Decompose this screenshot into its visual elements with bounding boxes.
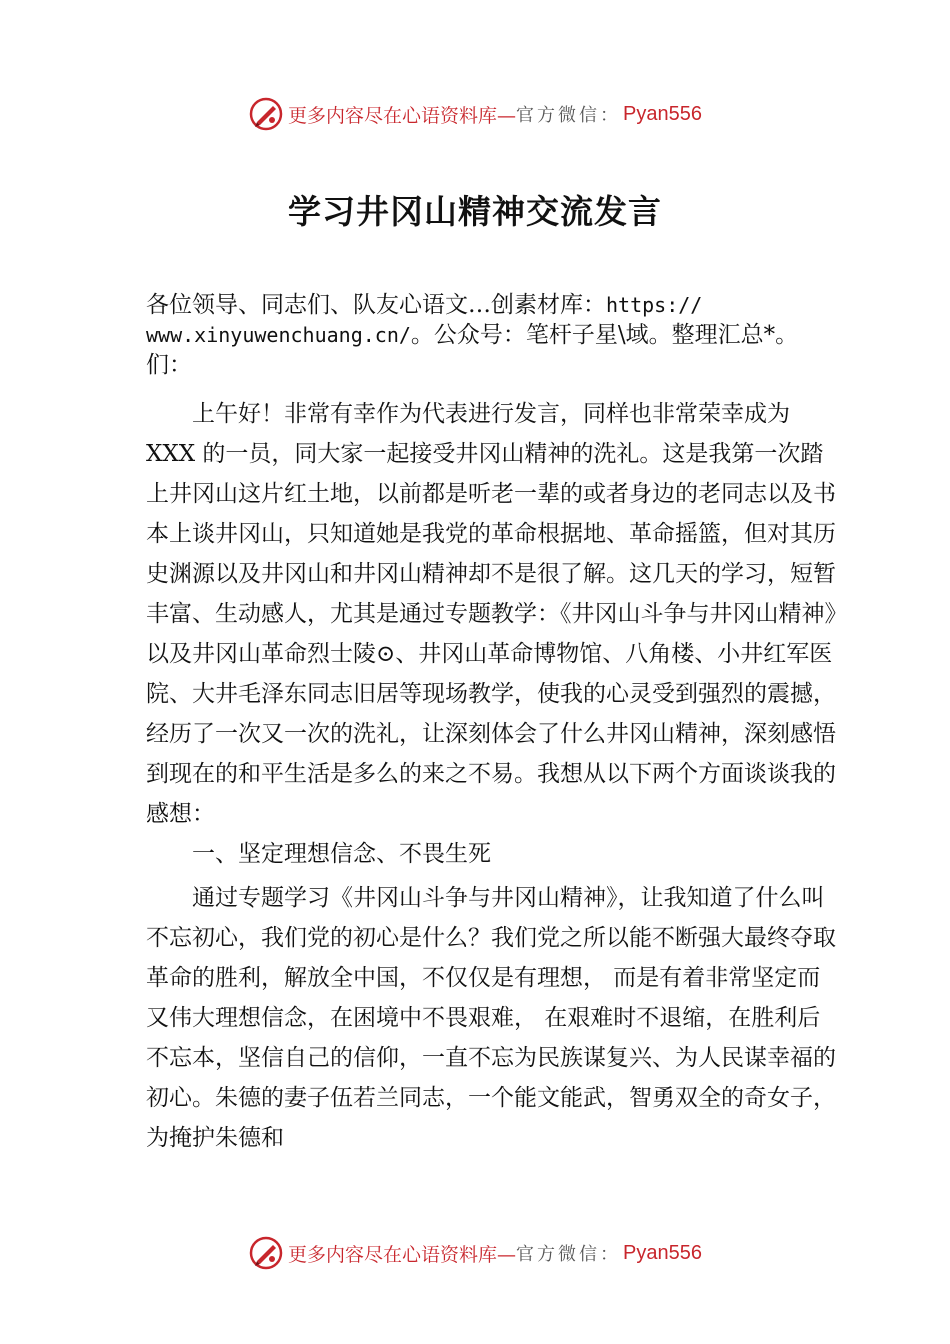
greeting-url-a: https:// [606, 293, 703, 317]
paragraph-1: 上午好！非常有幸作为代表进行发言，同样也非常荣幸成为 XXX 的一员，同大家一起接受井冈山精神的洗礼。这是我第一次踏上井冈山这片红土地，以前都是听老一辈的或者身边的老同志以及书本上谈井冈山，只知道她是我党的革命根据地、革命摇篮，但对其历史渊源以及井冈山和井冈山精神却不是很了解。这几天的学习，短暂丰富、生动感人，尤其是通过专题教学：《井冈山斗争与井冈山精神》以及井冈山革命烈士陵⊙、井冈山革命博物馆、八角楼、小井红军医院、大井毛泽东同志旧居等现场教学，使我的心灵受到强烈的震撼，经历了一次又一次的洗礼，让深刻体会了什么井冈山精神，深刻感悟到现在的和平生活是多么的来之不易。我想从以下两个方面谈谈我的感想： [146, 401, 836, 827]
greeting-url-b: www.xinyuwenchuang.cn/ [146, 323, 411, 347]
banner-wechat-id: Pyan556 [623, 102, 702, 125]
banner-wechat-label: 官方微信： [516, 1244, 622, 1265]
greeting-text-b: 。公众号：笔杆子星\域。整理汇总*。 [410, 322, 799, 348]
pen-logo-icon [248, 96, 284, 132]
header-banner [0, 94, 950, 134]
footer-banner [0, 1233, 950, 1273]
banner-text: 更多内容尽在心语资料库— [288, 1243, 517, 1266]
paragraph-2: 通过专题学习《井冈山斗争与井冈山精神》，让我知道了什么叫不忘初心，我们党的初心是什么？我们党之所以能不断强大最终夺取革命的胜利，解放全中国，不仅仅是有理想， 而是有着非常坚定而又伟大理想信念，在困境中不畏艰难， 在艰难时不退缩，在胜利后不忘本，坚信自己的信仰，一直不忘为民族谋复兴、为人民谋幸福的初心。朱德的妻子伍若兰同志，一个能文能武，智勇双全的奇女子，为掩护朱德和 [146, 885, 836, 1151]
pen-logo-icon [248, 1235, 284, 1271]
document-title: 学习井冈山精神交流发言 [288, 192, 662, 231]
greeting-text-a: 各位领导、同志们、队友心语文…创素材库： [146, 292, 606, 318]
document-body [146, 290, 836, 1158]
banner-wechat-label: 官方微信： [516, 105, 622, 126]
banner-text: 更多内容尽在心语资料库— [288, 104, 517, 127]
greeting-text-c: 们： [146, 352, 192, 378]
banner-wechat-id: Pyan556 [623, 1241, 702, 1264]
greeting [146, 290, 836, 380]
section-heading-1: 一、坚定理想信念、不畏生死 [192, 841, 491, 867]
